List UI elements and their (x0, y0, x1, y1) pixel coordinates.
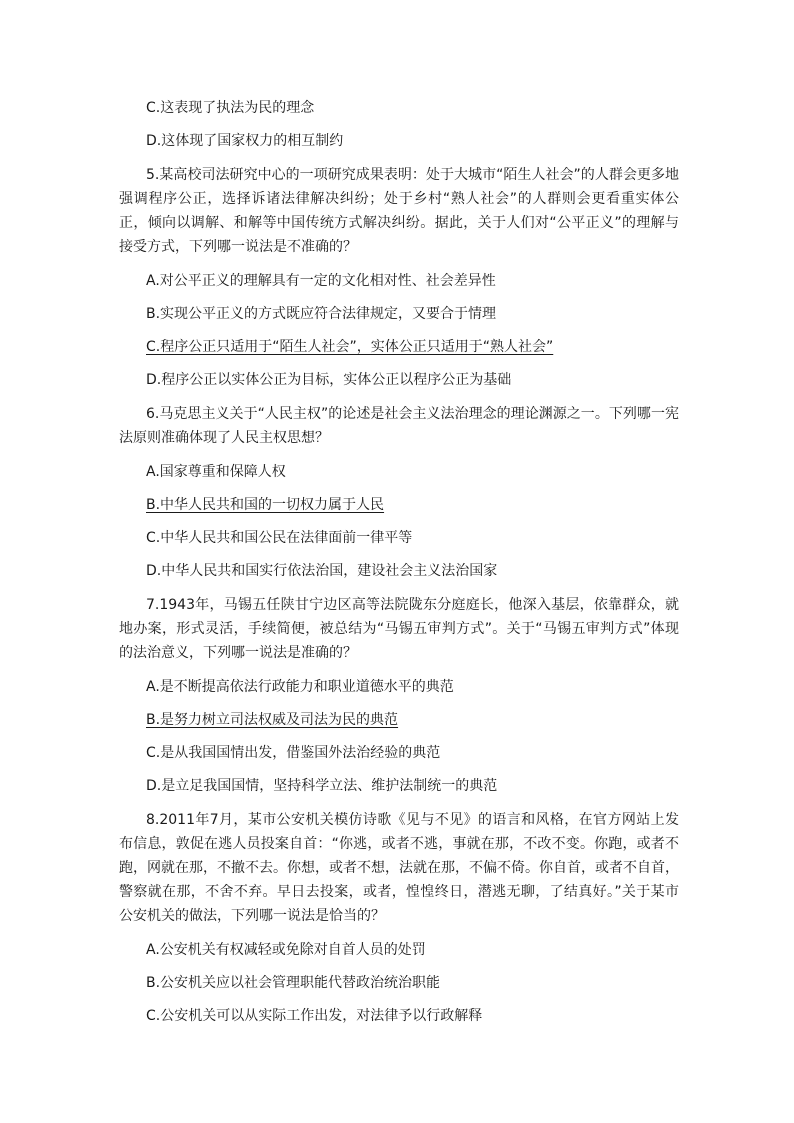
q7-option-c: C.是从我国国情出发，借鉴国外法治经验的典范 (146, 745, 441, 761)
q4-option-c: C.这表现了执法为民的理念 (146, 100, 315, 116)
q6-option-c: C.中华人民共和国公民在法律面前一律平等 (146, 530, 413, 546)
q8-option-c: C.公安机关可以从实际工作出发，对法律予以行政解释 (146, 1008, 483, 1024)
q8-stem: 8.2011年7月，某市公安机关模仿诗歌《见与不见》的语言和风格，在官方网站上发布信息，敦促在逃人员投案自首：“你逃，或者不逃，事就在那，不改不变。你跑，或者不跑，网就在那，不撤不去。你想，或者不想，法就在那，不偏不倚。你自首，或者不自首，警察就在那，不舍不弃。早日去投案，或者，惶惶终日，潜逃无聊，了结真好。”关于某市公安机关的做法，下列哪一说法是恰当的？ (119, 812, 679, 924)
q5-option-a: A.对公平正义的理解具有一定的文化相对性、社会差异性 (146, 273, 496, 289)
q8-option-a: A.公安机关有权减轻或免除对自首人员的处罚 (146, 942, 426, 958)
q6-option-d: D.中华人民共和国实行依法治国，建设社会主义法治国家 (146, 563, 498, 579)
q7-stem: 7.1943年，马锡五任陕甘宁边区高等法院陇东分庭庭长，他深入基层，依靠群众，就地办案，形式灵活，手续简便，被总结为“马锡五审判方式”。关于“马锡五审判方式”体现的法治意义，下列哪一说法是准确的？ (119, 597, 679, 661)
document-content (119, 97, 679, 1038)
q5-option-d: D.程序公正以实体公正为目标，实体公正以程序公正为基础 (146, 372, 512, 388)
q6-stem: 6.马克思主义关于“人民主权”的论述是社会主义法治理念的理论渊源之一。下列哪一宪法原则准确体现了人民主权思想？ (119, 406, 679, 446)
q8-option-b: B.公安机关应以社会管理职能代替政治统治职能 (146, 975, 441, 991)
q7-option-b-answer: B.是努力树立司法权威及司法为民的典范 (146, 712, 399, 728)
q7-option-a: A.是不断提高依法行政能力和职业道德水平的典范 (146, 679, 454, 695)
q7-option-d: D.是立足我国国情，坚持科学立法、维护法制统一的典范 (146, 778, 498, 794)
q5-stem: 5.某高校司法研究中心的一项研究成果表明：处于大城市“陌生人社会”的人群会更多地强调程序公正，选择诉诸法律解决纠纷；处于乡村“熟人社会”的人群则会更看重实体公正，倾向以调解、和解等中国传统方式解决纠纷。据此，关于人们对“公平正义”的理解与接受方式，下列哪一说法是不准确的？ (119, 167, 679, 255)
q5-option-b: B.实现公平正义的方式既应符合法律规定，又要合于情理 (146, 306, 497, 322)
q5-option-c-answer: C.程序公正只适用于“陌生人社会”，实体公正只适用于“熟人社会” (146, 339, 554, 355)
q6-option-a: A.国家尊重和保障人权 (146, 464, 286, 480)
q6-option-b-answer: B.中华人民共和国的一切权力属于人民 (146, 497, 385, 513)
q4-option-d: D.这体现了国家权力的相互制约 (146, 133, 344, 149)
